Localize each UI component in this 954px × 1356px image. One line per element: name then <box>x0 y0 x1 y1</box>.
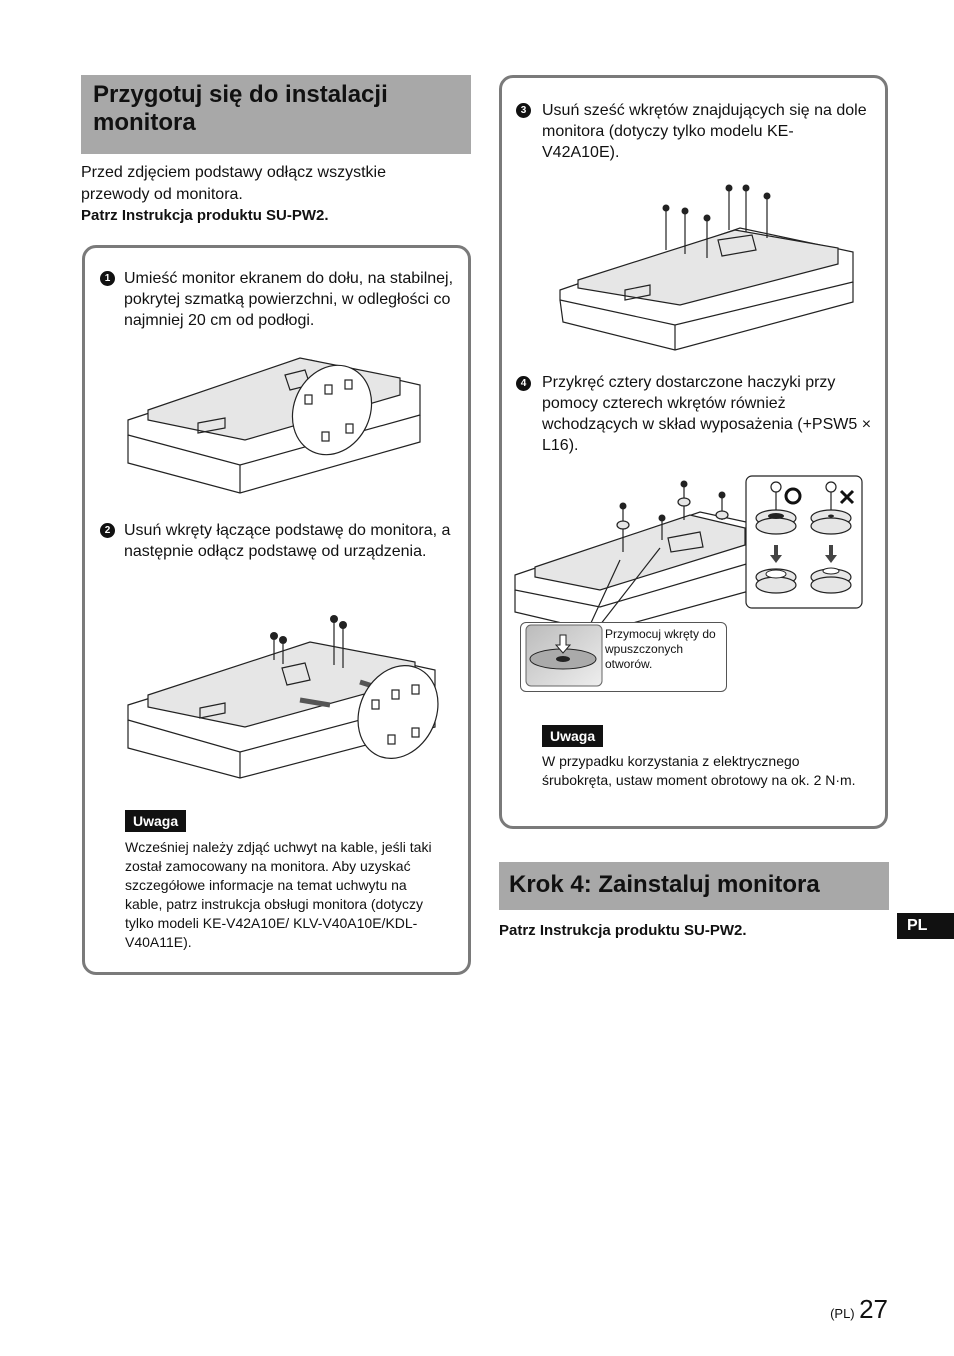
language-tab-label: PL <box>907 917 928 934</box>
step-3-number: 3 <box>516 103 531 118</box>
callout-text: Przymocuj wkręty do wpuszczonych otworów. <box>605 627 716 671</box>
section-title: Przygotuj się do instalacji monitora <box>93 81 388 136</box>
step4-title: Krok 4: Zainstaluj monitora <box>509 871 820 898</box>
left-note-text: Wcześniej należy zdjąć uchwyt na kable, jeśli taki został zamocowany na monitora. Aby uzyskać szczegółowe informacje na temat uchwytu na kable, patrz instrukcja obsługi monitora (dotyczy tylko modeli KE-V42A10E/ KLV-V40A10E/KDL-V40A11E). <box>125 839 432 950</box>
section-header-step4 <box>499 862 889 910</box>
right-note-label: Uwaga <box>542 725 603 747</box>
step-2-text: Usuń wkręty łączące podstawę do monitora, a następnie odłącz podstawę od urządzenia. <box>124 522 451 560</box>
step-4-number: 4 <box>516 376 531 391</box>
step-3-text: Usuń sześć wkrętów znajdujących się na dole monitora (dotyczy tylko modelu KE-V42A10E). <box>542 102 867 161</box>
step-4-text: Przykręć cztery dostarczone haczyki przy pomocy czterech wkrętów również wchodzących w skład wyposażenia (+PSW5 × L16). <box>542 374 872 454</box>
step4-reference: Patrz Instrukcja produktu SU-PW2. <box>499 922 747 939</box>
countersunk-hole-icon <box>526 625 606 689</box>
section-header-prepare <box>81 75 471 154</box>
step-1-text: Umieść monitor ekranem do dołu, na stabilnej, pokrytej szmatką powierzchni, w odległości co najmniej 20 cm od podłogi. <box>124 270 454 329</box>
step-2-number: 2 <box>100 523 115 538</box>
language-tab <box>897 913 954 939</box>
intro-text: Przed zdjęciem podstawy odłącz wszystkie przewody od monitora. <box>81 164 387 203</box>
step-1-number: 1 <box>100 271 115 286</box>
page-number-value: 27 <box>859 1294 888 1324</box>
page-number <box>780 1294 888 1325</box>
intro-reference: Patrz Instrukcja produktu SU-PW2. <box>81 207 329 224</box>
left-note-label: Uwaga <box>125 810 186 832</box>
right-note-text: W przypadku korzystania z elektrycznego śrubokręta, ustaw moment obrotowy na ok. 2 N·m. <box>542 753 856 788</box>
page-number-prefix: (PL) <box>830 1306 855 1321</box>
